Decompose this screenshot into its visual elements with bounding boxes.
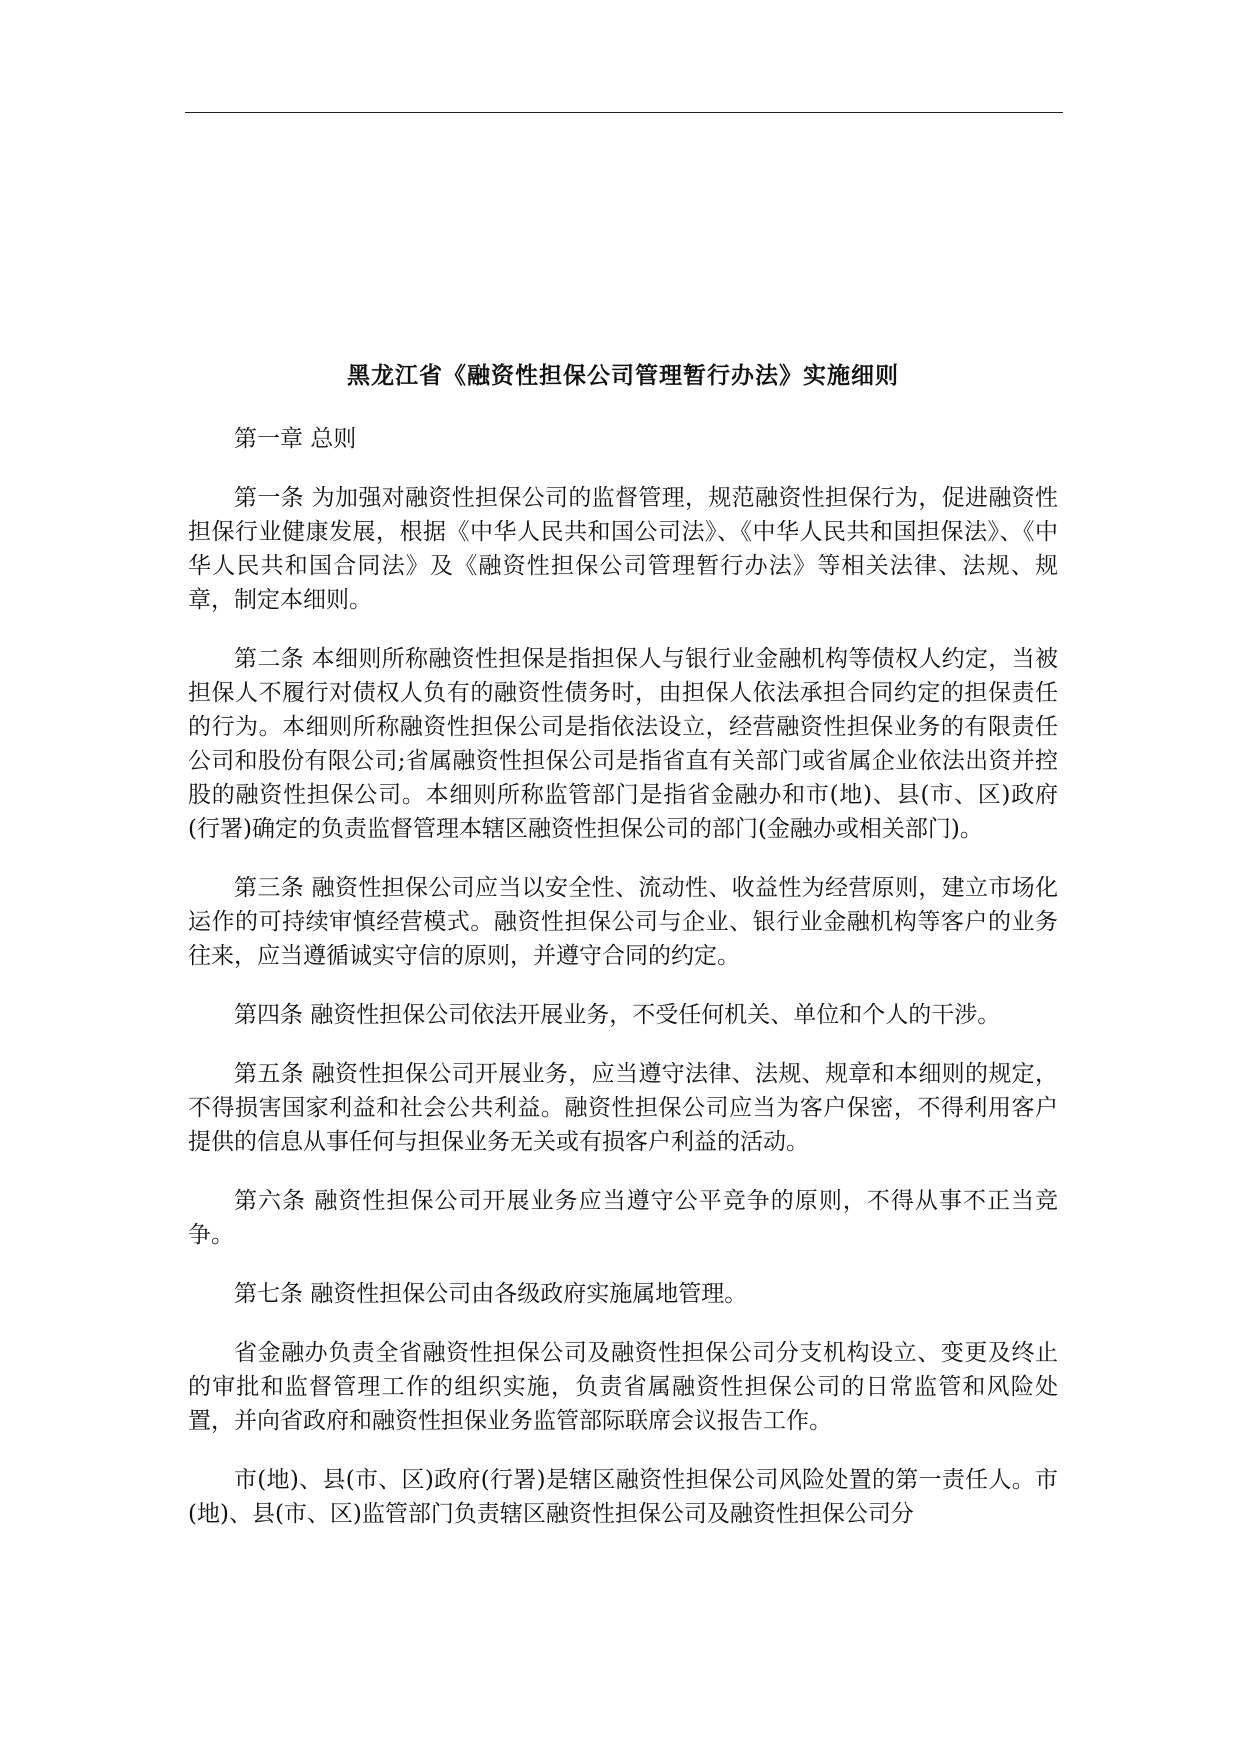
article-4: 第四条 融资性担保公司依法开展业务，不受任何机关、单位和个人的干涉。: [234, 1002, 1001, 1029]
document-title: 黑龙江省《融资性担保公司管理暂行办法》实施细则: [347, 362, 899, 389]
article-7: 第七条 融资性担保公司由各级政府实施属地管理。: [234, 1281, 748, 1308]
article-2: 第二条 本细则所称融资性担保是指担保人与银行业金融机构等债权人约定，当被担保人不履行对债权人负有的融资性债务时，由担保人依法承担合同约定的担保责任的行为。本细则所称融资性担保公司是指依法设立，经营融资性担保业务的有限责任公司和股份有限公司;省属融资性担保公司是指省直有关部门或省属企业依法出资并控股的融资性担保公司。本细则所称监管部门是指省金融办和市(地)、县(市、区)政府(行署)确定的负责监督管理本辖区融资性担保公司的部门(金融办或相关部门)。: [188, 646, 1058, 843]
article-7-municipal: 市(地)、县(市、区)政府(行署)是辖区融资性担保公司风险处置的第一责任人。市(地)、县(市、区)监管部门负责辖区融资性担保公司及融资性担保公司分: [188, 1467, 1058, 1528]
article-7-provincial: 省金融办负责全省融资性担保公司及融资性担保公司分支机构设立、变更及终止的审批和监督管理工作的组织实施，负责省属融资性担保公司的日常监管和风险处置，并向省政府和融资性担保业务监管部际联席会议报告工作。: [188, 1340, 1058, 1435]
article-1: 第一条 为加强对融资性担保公司的监督管理，规范融资性担保行为，促进融资性担保行业健康发展，根据《中华人民共和国公司法》、《中华人民共和国担保法》、《中华人民共和国合同法》及《融资性担保公司管理暂行办法》等相关法律、法规、规章，制定本细则。: [188, 485, 1058, 614]
article-3: 第三条 融资性担保公司应当以安全性、流动性、收益性为经营原则，建立市场化运作的可持续审慎经营模式。融资性担保公司与企业、银行业金融机构等客户的业务往来，应当遵循诚实守信的原则，并遵守合同的约定。: [188, 875, 1058, 970]
chapter-heading: 第一章 总则: [234, 426, 357, 453]
header-rule: [185, 112, 1063, 113]
document-body: [188, 360, 1058, 1556]
article-5: 第五条 融资性担保公司开展业务，应当遵守法律、法规、规章和本细则的规定，不得损害国家利益和社会公共利益。融资性担保公司应当为客户保密，不得利用客户提供的信息从事任何与担保业务无关或有损客户利益的活动。: [188, 1061, 1058, 1156]
article-6: 第六条 融资性担保公司开展业务应当遵守公平竞争的原则，不得从事不正当竞争。: [188, 1188, 1058, 1249]
